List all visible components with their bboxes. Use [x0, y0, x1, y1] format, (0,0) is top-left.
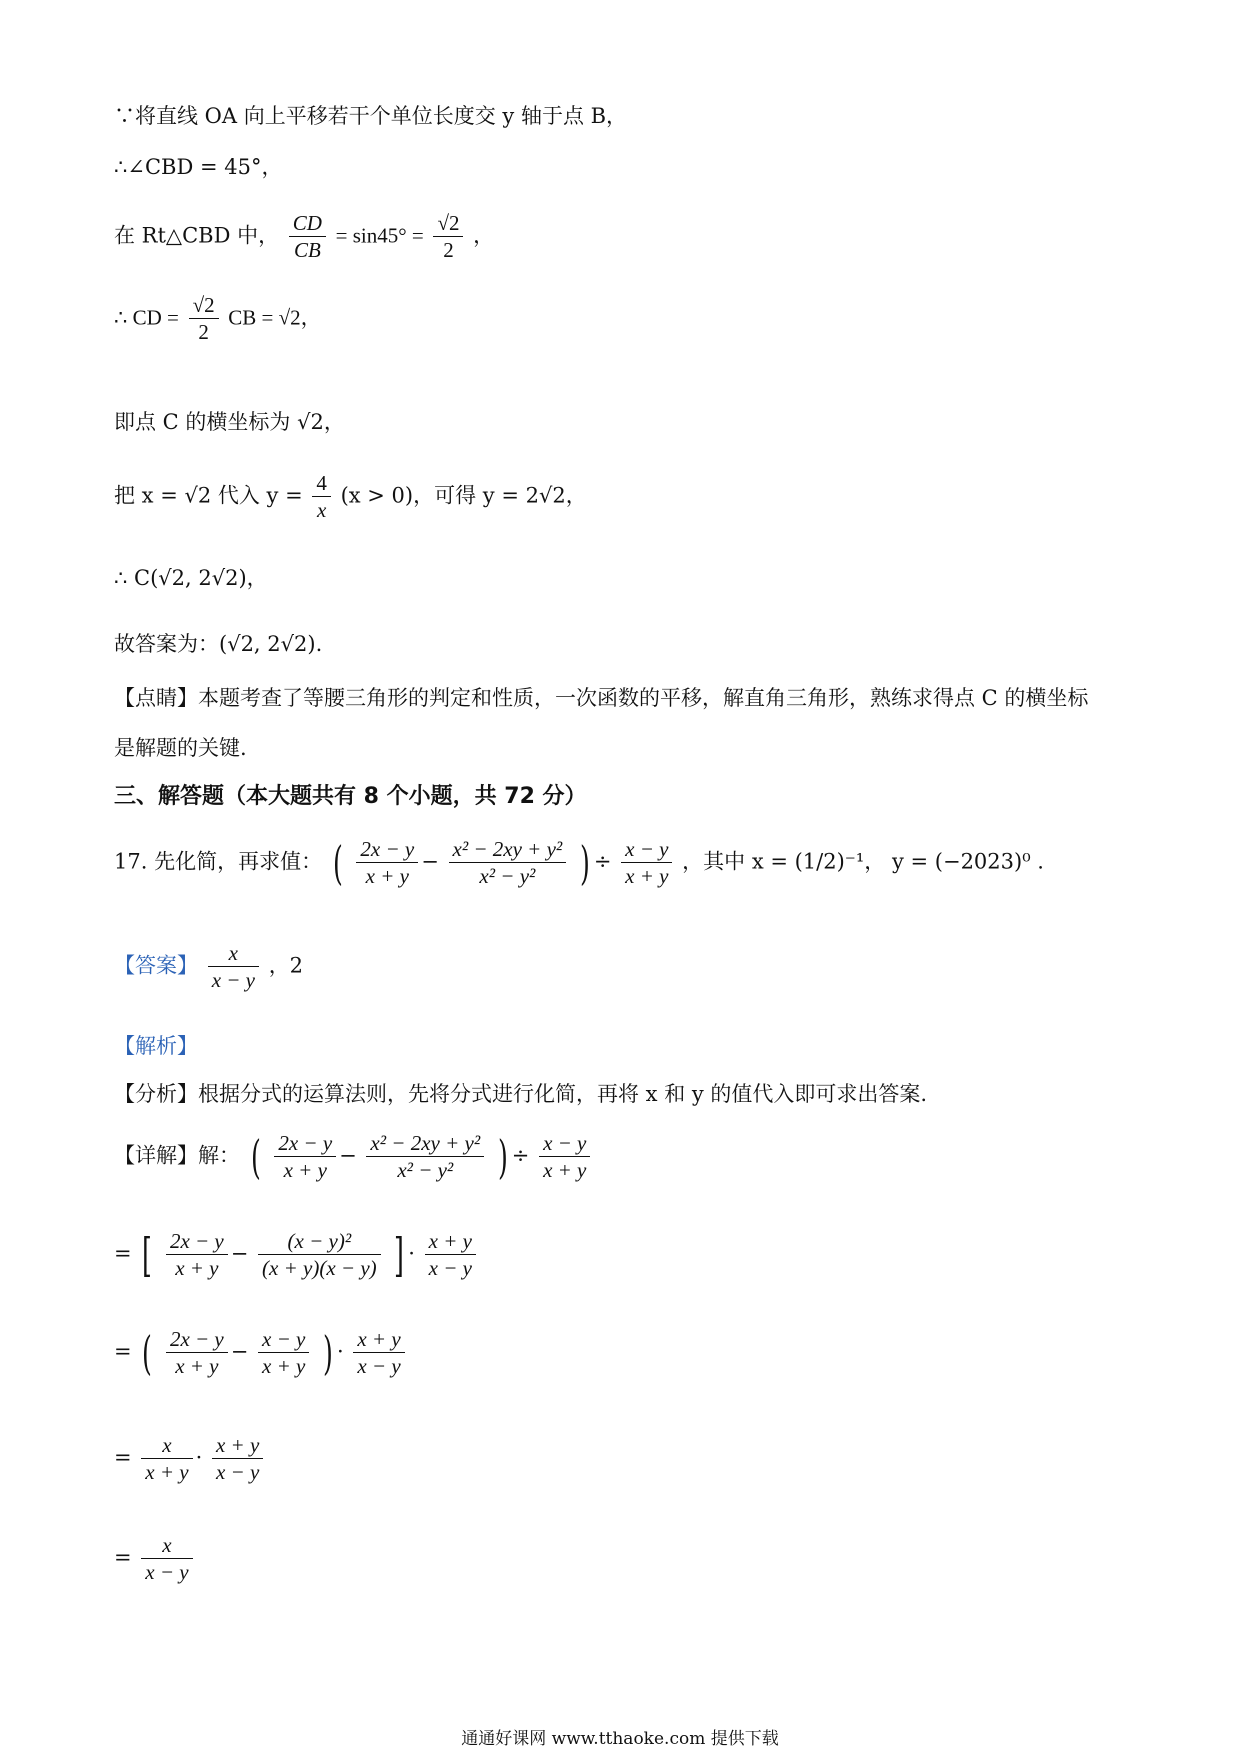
- fraction: [356, 836, 418, 890]
- fraction-denominator: x − y: [211, 968, 255, 993]
- page-footer: 通通好课网 www.tthaoke.com 提供下载: [461, 1729, 779, 1749]
- answer-tail: ，2: [268, 953, 304, 978]
- fraction-denominator: x + y: [283, 1158, 327, 1183]
- fraction-denominator: 2: [198, 320, 209, 345]
- section-title: 三、解答题（本大题共有 8 个小题，共 72 分）: [114, 784, 587, 809]
- fraction-denominator: CB: [293, 238, 321, 263]
- fraction: [212, 1432, 263, 1486]
- fraction-cd-cb: [289, 210, 326, 264]
- q17-prefix: 17. 先化简，再求值：: [114, 849, 323, 874]
- fraction-numerator: 2x − y: [356, 836, 418, 863]
- fraction-denominator: x + y: [365, 864, 409, 889]
- fraction: [425, 1228, 476, 1282]
- fraction-numerator: x + y: [212, 1432, 263, 1459]
- fraction-denominator: x² − y²: [397, 1158, 454, 1183]
- answer-line: [114, 940, 303, 994]
- solution-step-2: = ( $\frac{2x - y}{x + y}$ − $\frac{x - y}{x + y}$ ) · $\frac{x + y}{x - y}$: [114, 1326, 408, 1380]
- left-paren: (: [250, 1129, 261, 1184]
- text-line-7: ∴ C(√2, 2√2)，: [114, 566, 268, 590]
- right-bracket: ]: [394, 1227, 405, 1282]
- answer-label: 【答案】: [114, 953, 198, 978]
- fraction-numerator: (x − y)²: [258, 1228, 381, 1255]
- fraction-denominator: (x + y)(x − y): [262, 1256, 377, 1281]
- fraction-numerator: x + y: [353, 1326, 404, 1353]
- line6-a: 把 x = √2 代入 y =: [114, 483, 303, 508]
- fraction-denominator: x + y: [175, 1354, 219, 1379]
- fraction-denominator: 2: [443, 238, 454, 263]
- fraction: [366, 1130, 484, 1184]
- line4-prefix: ∴ CD =: [114, 305, 179, 330]
- line3-end: ，: [473, 223, 495, 248]
- line6-b: (x > 0)，可得 y = 2√2，: [340, 483, 587, 508]
- text-line-4: [114, 292, 322, 346]
- fraction: [258, 1326, 309, 1380]
- fraction-numerator: x + y: [425, 1228, 476, 1255]
- line4-suffix: CB = √2，: [228, 305, 322, 330]
- right-paren: ): [323, 1325, 333, 1380]
- text-line-1: ∵将直线 OA 向上平移若干个单位长度交 y 轴于点 B，: [114, 104, 628, 128]
- fraction-numerator: 2x − y: [166, 1326, 228, 1353]
- fraction-numerator: CD: [289, 210, 326, 237]
- fraction: [539, 1130, 590, 1184]
- fraction-numerator: x: [141, 1432, 192, 1459]
- fraction-denominator: x − y: [428, 1256, 472, 1281]
- fraction-numerator: x² − 2xy + y²: [366, 1130, 484, 1157]
- fraction-4-over-x: [312, 470, 331, 524]
- fraction-denominator: x − y: [215, 1460, 260, 1485]
- fraction-numerator: x: [141, 1532, 192, 1559]
- fraction: [353, 1326, 404, 1380]
- fraction-numerator: x − y: [258, 1326, 309, 1353]
- line3-prefix: 在 Rt△CBD 中，: [114, 223, 280, 248]
- analysis-text: 【分析】根据分式的运算法则，先将分式进行化简，再将 x 和 y 的值代入即可求出答案.: [114, 1082, 928, 1106]
- fraction-numerator: 4: [312, 470, 331, 497]
- fraction-denominator: x − y: [145, 1560, 189, 1585]
- answer-fraction: [208, 940, 259, 994]
- fraction-numerator: x − y: [539, 1130, 590, 1157]
- right-paren: ): [497, 1129, 508, 1184]
- fraction-numerator: √2: [189, 292, 219, 319]
- left-paren: (: [332, 835, 343, 890]
- fraction-numerator: 2x − y: [274, 1130, 336, 1157]
- fraction-numerator: x² − 2xy + y²: [449, 836, 567, 863]
- fraction: [166, 1326, 228, 1380]
- text-line-8: 故答案为：(√2, 2√2).: [114, 632, 323, 656]
- solution-start: 【详解】解： ( $\frac{2x - y}{x + y}$ − $\frac{\text{x² − 2xy + y²}}{\text{x² − y²}}$ ) ÷ $\frac{x - y}{x + y}$: [114, 1130, 593, 1184]
- fraction-denominator: x: [316, 498, 327, 523]
- solution-step-4: = $\frac{x}{x - y}$: [114, 1532, 196, 1586]
- text-line-2: ∴∠CBD = 45°，: [114, 155, 283, 179]
- fraction-numerator: 2x − y: [166, 1228, 228, 1255]
- fraction-denominator: x + y: [175, 1256, 219, 1281]
- fraction-root2-over-2: [189, 292, 219, 346]
- fraction: [141, 1432, 192, 1486]
- fraction-denominator: x + y: [543, 1158, 587, 1183]
- fraction: [141, 1532, 192, 1586]
- fraction-denominator: x + y: [145, 1460, 189, 1485]
- fraction: [166, 1228, 228, 1282]
- fraction: [621, 836, 672, 890]
- question-17: 17. 先化简，再求值： ( $\frac{2x - y}{x + y}$ − $\frac{\text{x² − 2xy + y²}}{\text{x² − y²}}$ ) ÷ $\frac{x - y}{x + y}$ ，其中 x = (1/2)⁻¹， y = (−2023)⁰ .: [114, 835, 1044, 890]
- fraction-numerator: x − y: [621, 836, 672, 863]
- text-line-3: [114, 210, 494, 264]
- text-line-9: 【点睛】本题考查了等腰三角形的判定和性质，一次函数的平移，解直角三角形，熟练求得点 C 的横坐标: [114, 686, 1089, 710]
- fraction-denominator: x − y: [357, 1354, 401, 1379]
- analysis-label: 【解析】: [114, 1034, 198, 1058]
- q17-tail: ，其中 x = (1/2)⁻¹， y = (−2023)⁰ .: [682, 849, 1044, 874]
- fraction-denominator: x + y: [262, 1354, 306, 1379]
- text-line-5: 即点 C 的横坐标为 √2，: [114, 410, 345, 434]
- solution-step-3: = $\frac{x}{x + y}$ · $\frac{x + y}{x - y}$: [114, 1432, 266, 1486]
- fraction: [274, 1130, 336, 1184]
- solution-prefix: 【详解】解：: [114, 1143, 240, 1168]
- fraction-root2-over-2: [433, 210, 463, 264]
- text-line-6: [114, 470, 587, 524]
- fraction-numerator: √2: [433, 210, 463, 237]
- left-paren: (: [142, 1325, 153, 1380]
- fraction-denominator: x² − y²: [479, 864, 536, 889]
- fraction: [258, 1228, 381, 1282]
- fraction: [449, 836, 567, 890]
- right-paren: ): [579, 835, 590, 890]
- solution-step-1: = [ $\frac{2x - y}{x + y}$ − $\frac{\text{(x − y)²}}{(x + y)(x - y)}$ ] · $\frac{x + y}{x - y}$: [114, 1228, 479, 1282]
- fraction-denominator: x + y: [625, 864, 669, 889]
- text-line-10: 是解题的关键.: [114, 736, 247, 760]
- line3-mid: = sin45° =: [335, 223, 424, 248]
- fraction-numerator: x: [208, 940, 259, 967]
- left-bracket: [: [142, 1227, 153, 1282]
